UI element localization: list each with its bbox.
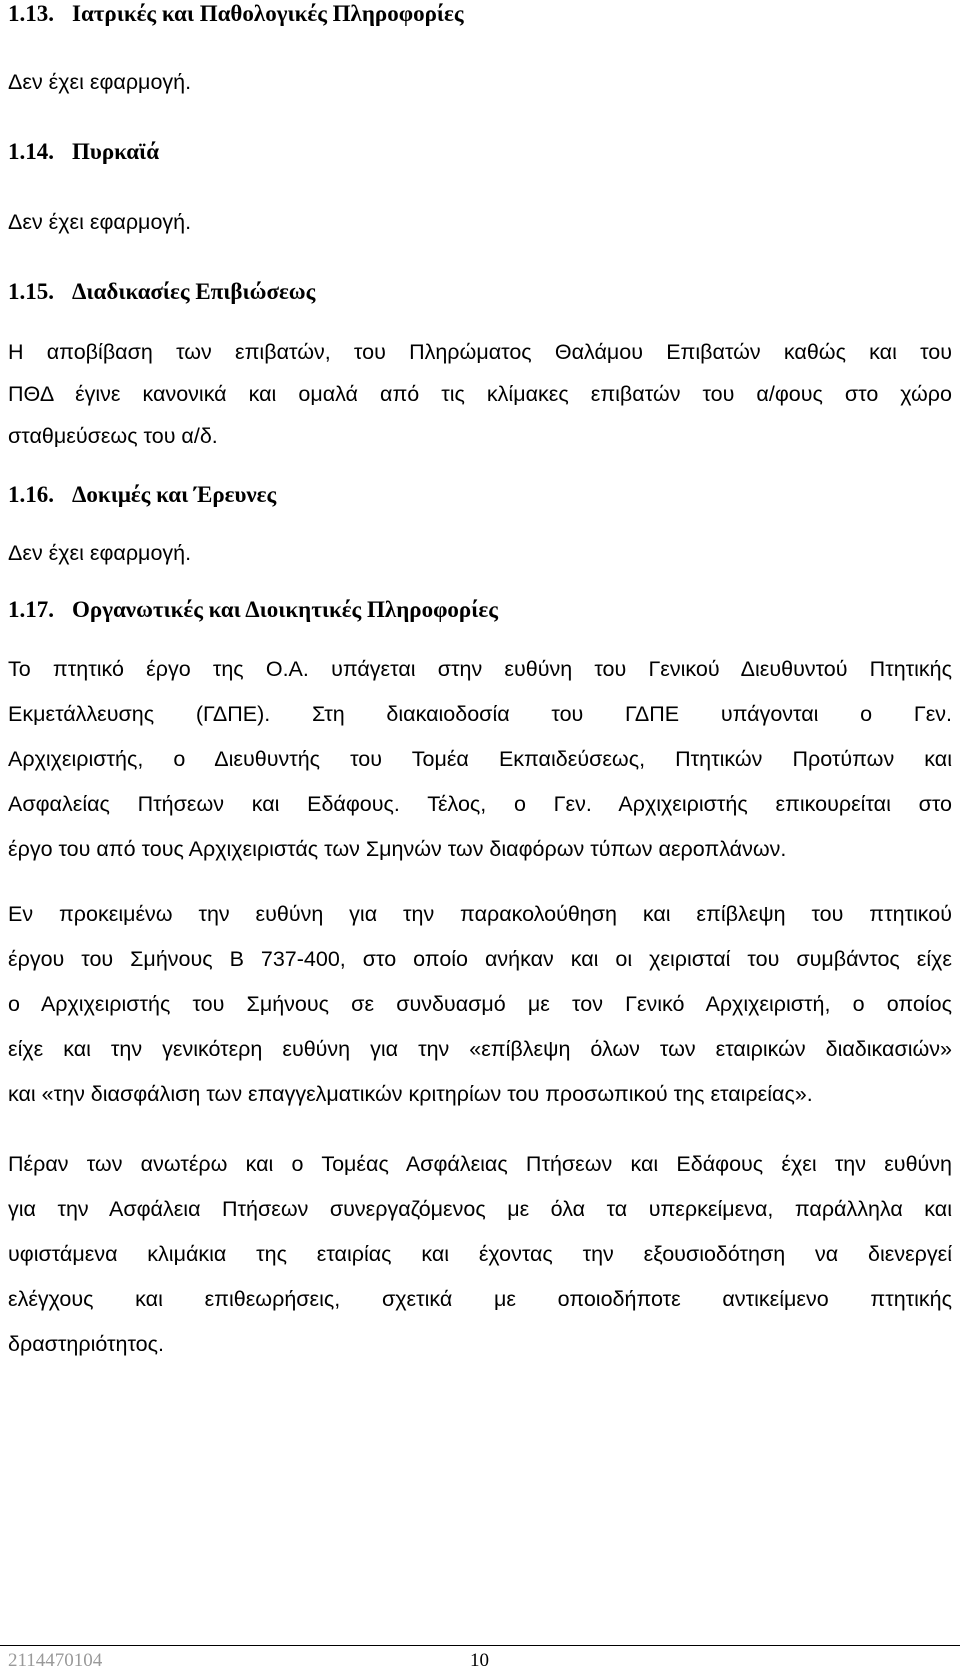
section-title: Δοκιμές και Έρευνες — [72, 482, 277, 507]
paragraph-line: για την Ασφάλεια Πτήσεων συνεργαζόμενος με όλα τα υπερκείμενα, παράλληλα και — [8, 1197, 952, 1221]
section-text-1-16: Δεν έχει εφαρμογή. — [8, 541, 192, 565]
paragraph-line: Αρχιχειριστής, ο Διευθυντής του Τομέα Εκπαιδεύσεως, Πτητικών Προτύπων και — [8, 747, 952, 771]
section-heading-1-13 — [8, 0, 464, 28]
footer-document-id: 2114470104 — [8, 1650, 103, 1671]
section-number: 1.13. — [8, 1, 54, 26]
paragraph-line: υφιστάμενα κλιμάκια της εταιρίας και έχοντας την εξουσιοδότηση να διενεργεί — [8, 1242, 952, 1266]
paragraph-line: δραστηριότητος. — [8, 1332, 164, 1356]
paragraph-line: Η αποβίβαση των επιβατών, του Πληρώματος Θαλάμου Επιβατών καθώς και του — [8, 340, 952, 364]
paragraph-line: Εκμετάλλευσης (ΓΔΠΕ). Στη διακαιοδοσία του ΓΔΠΕ υπάγονται ο Γεν. — [8, 702, 952, 726]
paragraph-line: ΠΘΔ έγινε κανονικά και ομαλά από τις κλίμακες επιβατών του α/φους στο χώρο — [8, 382, 952, 406]
section-heading-1-15 — [8, 278, 315, 306]
section-number: 1.14. — [8, 139, 54, 164]
section-heading-1-17 — [8, 596, 498, 624]
paragraph-line: Πέραν των ανωτέρω και ο Τομέας Ασφάλειας Πτήσεων και Εδάφους έχει την ευθύνη — [8, 1152, 952, 1176]
paragraph-line: ο Αρχιχειριστής του Σμήνους σε συνδυασμό με τον Γενικό Αρχιχειριστή, ο οποίος — [8, 992, 952, 1016]
paragraph-line: Ασφαλείας Πτήσεων και Εδάφους. Τέλος, ο Γεν. Αρχιχειριστής επικουρείται στο — [8, 792, 952, 816]
section-number: 1.15. — [8, 279, 54, 304]
section-title: Οργανωτικές και Διοικητικές Πληροφορίες — [72, 597, 498, 622]
paragraph-line: και «την διασφάλιση των επαγγελματικών κριτηρίων του προσωπικού της εταιρείας». — [8, 1082, 813, 1106]
section-number: 1.17. — [8, 597, 54, 622]
paragraph-line: ελέγχους και επιθεωρήσεις, σχετικά με οποιοδήποτε αντικείμενο πτητικής — [8, 1287, 952, 1311]
paragraph-line: είχε και την γενικότερη ευθύνη για την «επίβλεψη όλων των εταιρικών διαδικασιών» — [8, 1037, 952, 1061]
paragraph-line: έργο του από τους Αρχιχειριστάς των Σμηνών των διαφόρων τύπων αεροπλάνων. — [8, 837, 787, 861]
section-text-1-14: Δεν έχει εφαρμογή. — [8, 210, 192, 234]
section-title: Ιατρικές και Παθολογικές Πληροφορίες — [72, 1, 464, 26]
paragraph-line: Εν προκειμένω την ευθύνη για την παρακολούθηση και επίβλεψη του πτητικού — [8, 902, 952, 926]
paragraph-line: έργου του Σμήνους Β 737-400, στο οποίο ανήκαν και οι χειρισταί του συμβάντος είχε — [8, 947, 952, 971]
section-number: 1.16. — [8, 482, 54, 507]
footer-divider — [0, 1645, 960, 1646]
section-title: Πυρκαϊά — [72, 139, 160, 164]
paragraph-line: Το πτητικό έργο της Ο.Α. υπάγεται στην ευθύνη του Γενικού Διευθυντού Πτητικής — [8, 657, 952, 681]
section-title: Διαδικασίες Επιβιώσεως — [72, 279, 316, 304]
section-heading-1-14 — [8, 138, 159, 166]
section-heading-1-16 — [8, 481, 276, 509]
section-text-1-13: Δεν έχει εφαρμογή. — [8, 70, 192, 94]
paragraph-line: σταθμεύσεως του α/δ. — [8, 424, 218, 448]
page-number: 10 — [470, 1650, 489, 1671]
